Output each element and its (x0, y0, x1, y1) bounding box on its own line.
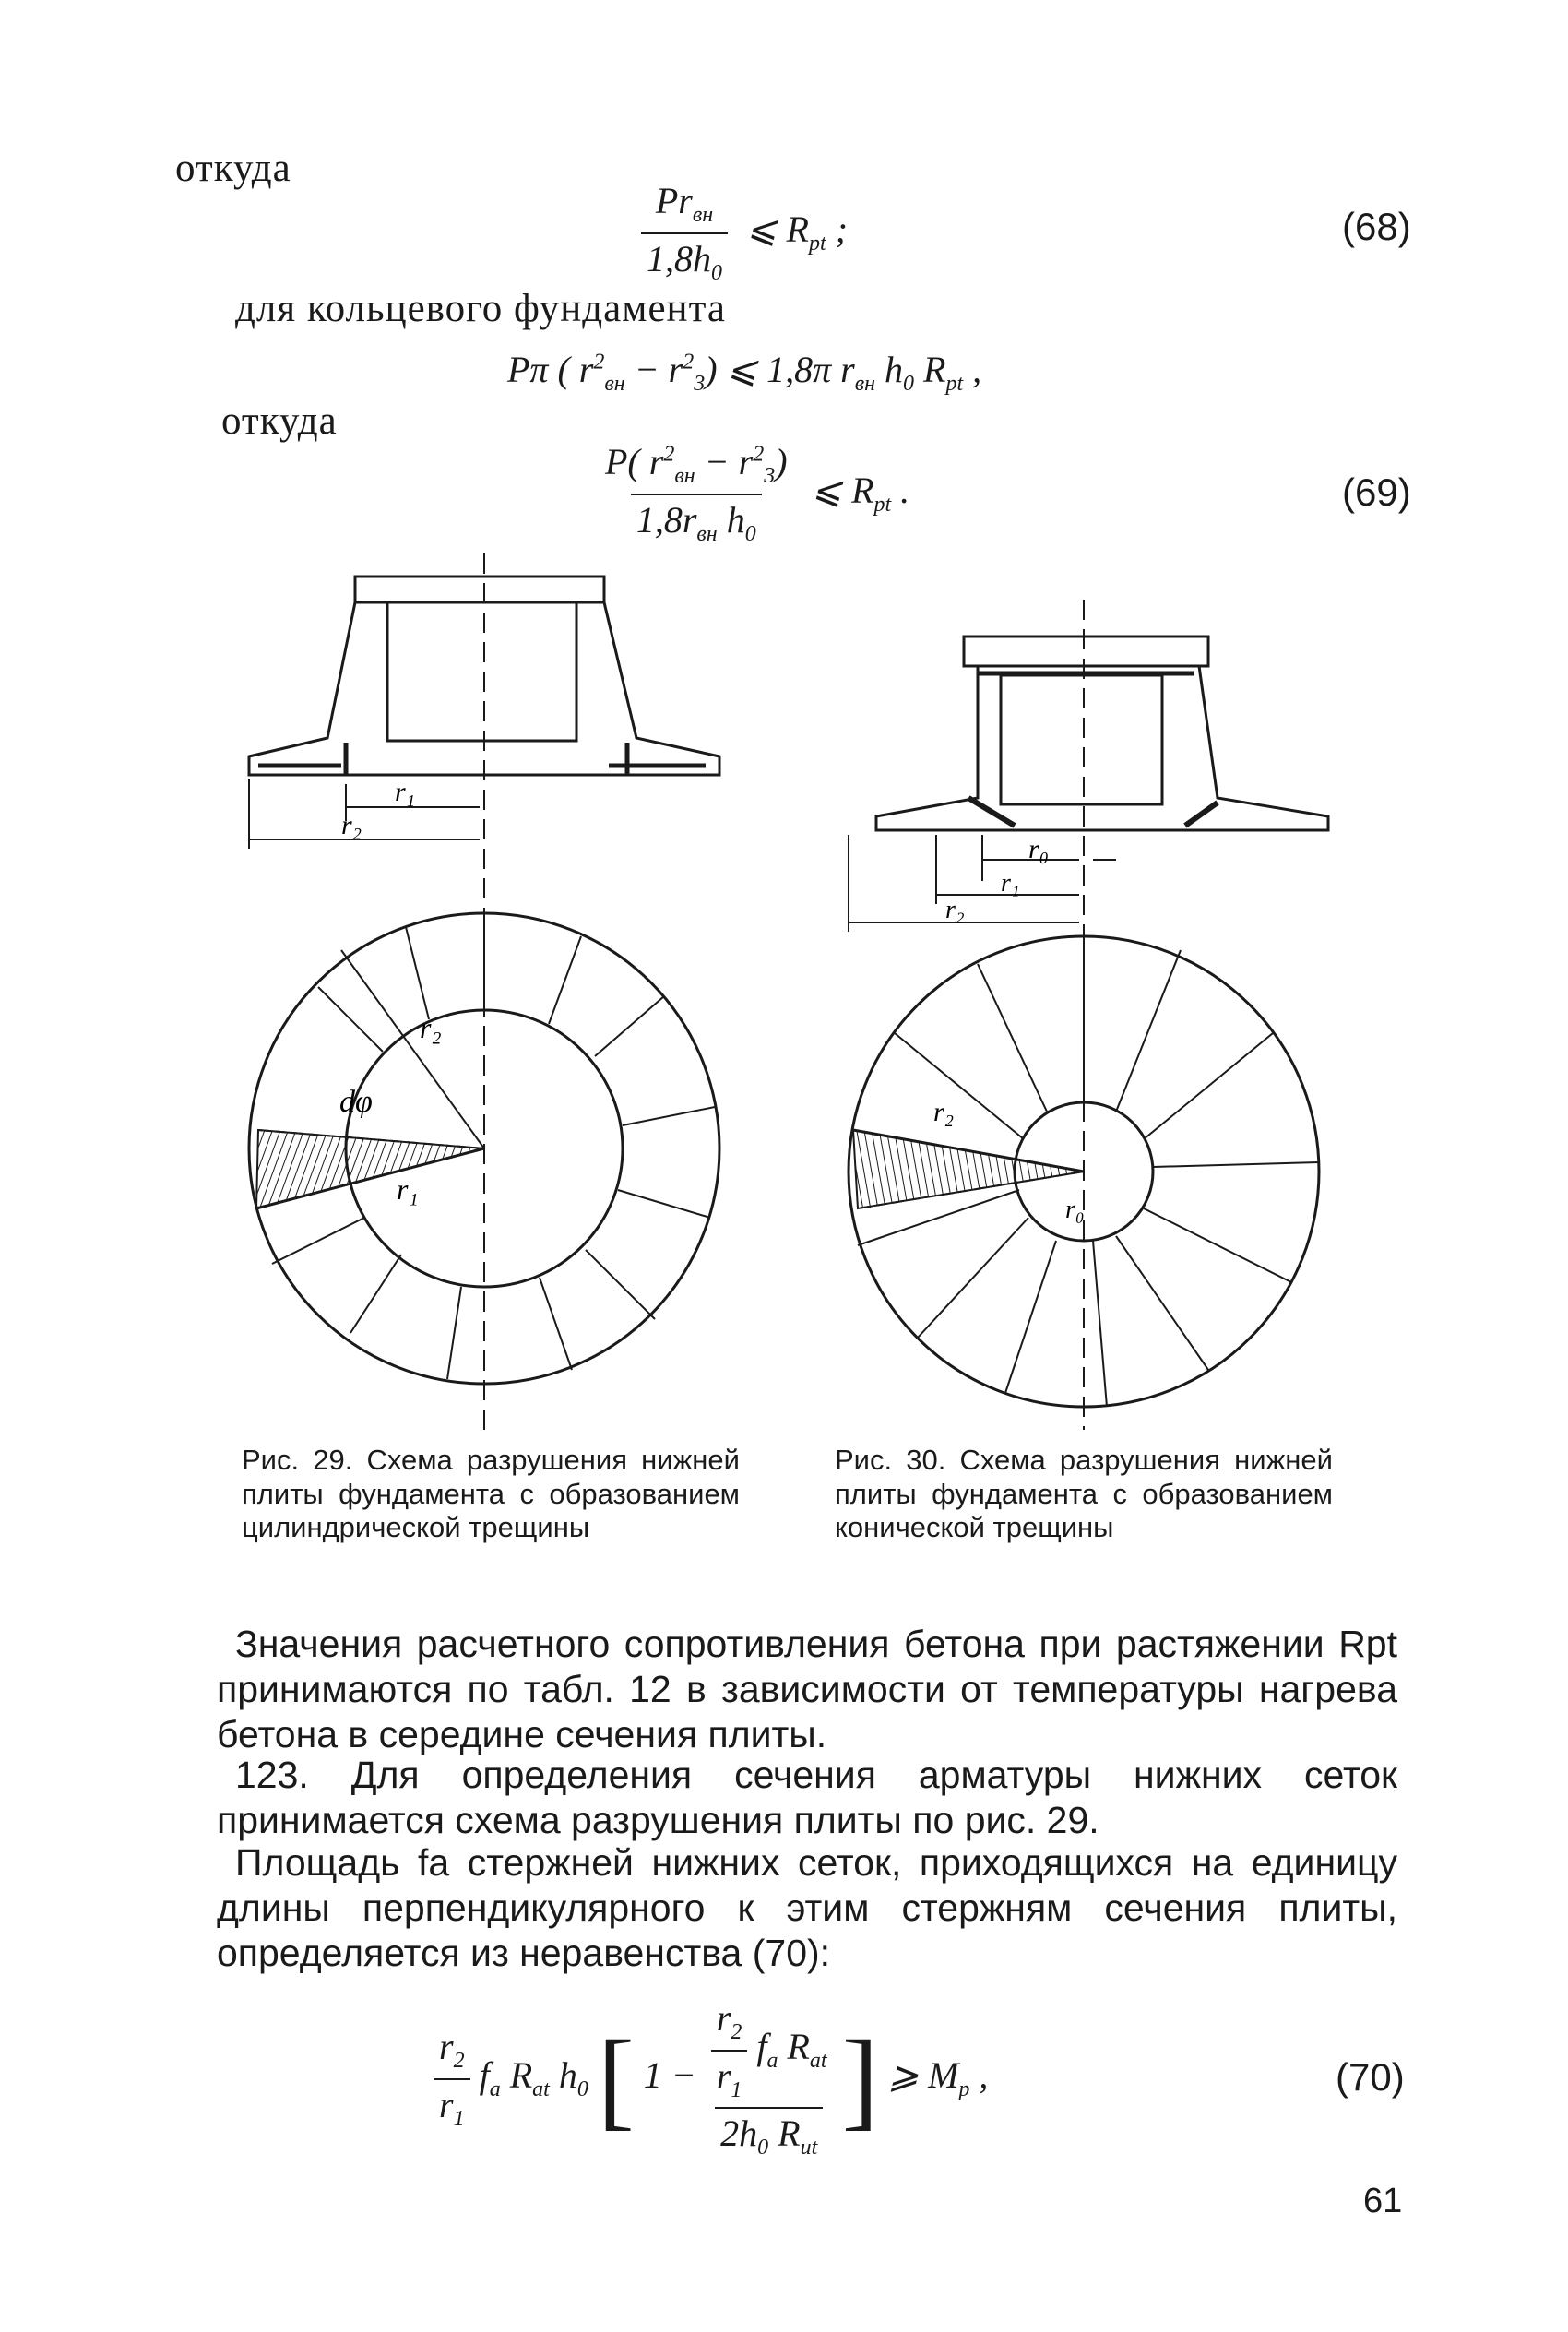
text-ring-foundation: для кольцевого фундамента (235, 287, 726, 330)
fig30-label-r2-top: r₂ (945, 896, 965, 924)
paragraph-1: Значения расчетного сопротивления бетона при растяжении Rpt принимаются по табл. 12 в зависимости от температуры нагрева бетона в середине сечения плиты. (217, 1623, 1397, 1756)
fig29-label-r1-top: r₁ (395, 777, 416, 807)
equation-number-69: (69) (1342, 470, 1411, 514)
fig30-label-r0: r₀ (1065, 1196, 1085, 1224)
fig29-label-r1: r₁ (397, 1172, 419, 1206)
fig29-label-r2-top: r₂ (341, 810, 362, 840)
formula-69: $\frac{P( r^2_{вн} - r^2_3)}{1,8r_{вн} h_0}$ ⩽ $R_{pt}$ . (605, 441, 910, 546)
fig30-label-r0-top: r₀ (1028, 834, 1050, 864)
paragraph-2: 123. Для определения сечения арматуры нижних сеток принимается схема разрушения плиты по рис. 29. (217, 1754, 1397, 1842)
page-number: 61 (1363, 2182, 1403, 2220)
fig30-plan (849, 936, 1319, 1407)
fig30-caption: Рис. 30. Схема разрушения нижней плиты фундамента с образованием конической трещины (835, 1444, 1333, 1544)
formula-ring: Pπ ( $r^2_{вн} - r^2_3$) ⩽ 1,8π $r_{вн}$ $h_0$ $R_{pt}$ , (507, 349, 982, 396)
fig30-label-r1-top: r₁ (1001, 869, 1020, 898)
fig29-label-dphi: dφ (339, 1085, 373, 1119)
equation-number-70: (70) (1336, 2055, 1405, 2099)
word-otkuda-1: откуда (175, 147, 291, 190)
word-otkuda-2: откуда (221, 399, 338, 443)
formula-70: $\frac{r_2}{r_1}$ $f_a$ $R_{at}$ $h_0$ [ 1 − $\frac{r_2}{r_1}$ $f_a$ $R_{at}$ $2h_0$ $R_{иt}$ ] ⩾ $M_p$ , (434, 1997, 988, 2161)
fig29-plan (249, 913, 719, 1384)
fig29-label-r2: r₂ (420, 1011, 442, 1044)
figure-29 (231, 553, 784, 1596)
fig29-caption: Рис. 29. Схема разрушения нижней плиты фундамента с образованием цилиндрической трещины (242, 1444, 740, 1544)
fig30-label-r2: r₂ (933, 1097, 955, 1127)
figure-30 (830, 600, 1347, 1430)
equation-number-68: (68) (1342, 205, 1411, 248)
fig30-section (849, 600, 1328, 1430)
formula-68: $\frac{Pr_{вн}}{1,8h_0}$ ⩽ $R_{pt}$ ; (641, 180, 848, 286)
paragraph-3: Площадь fа стержней нижних сеток, приходящихся на единицу длины перпендикулярного к этим стержням сечения плиты, определяется из неравенства (70): (217, 1841, 1397, 1975)
